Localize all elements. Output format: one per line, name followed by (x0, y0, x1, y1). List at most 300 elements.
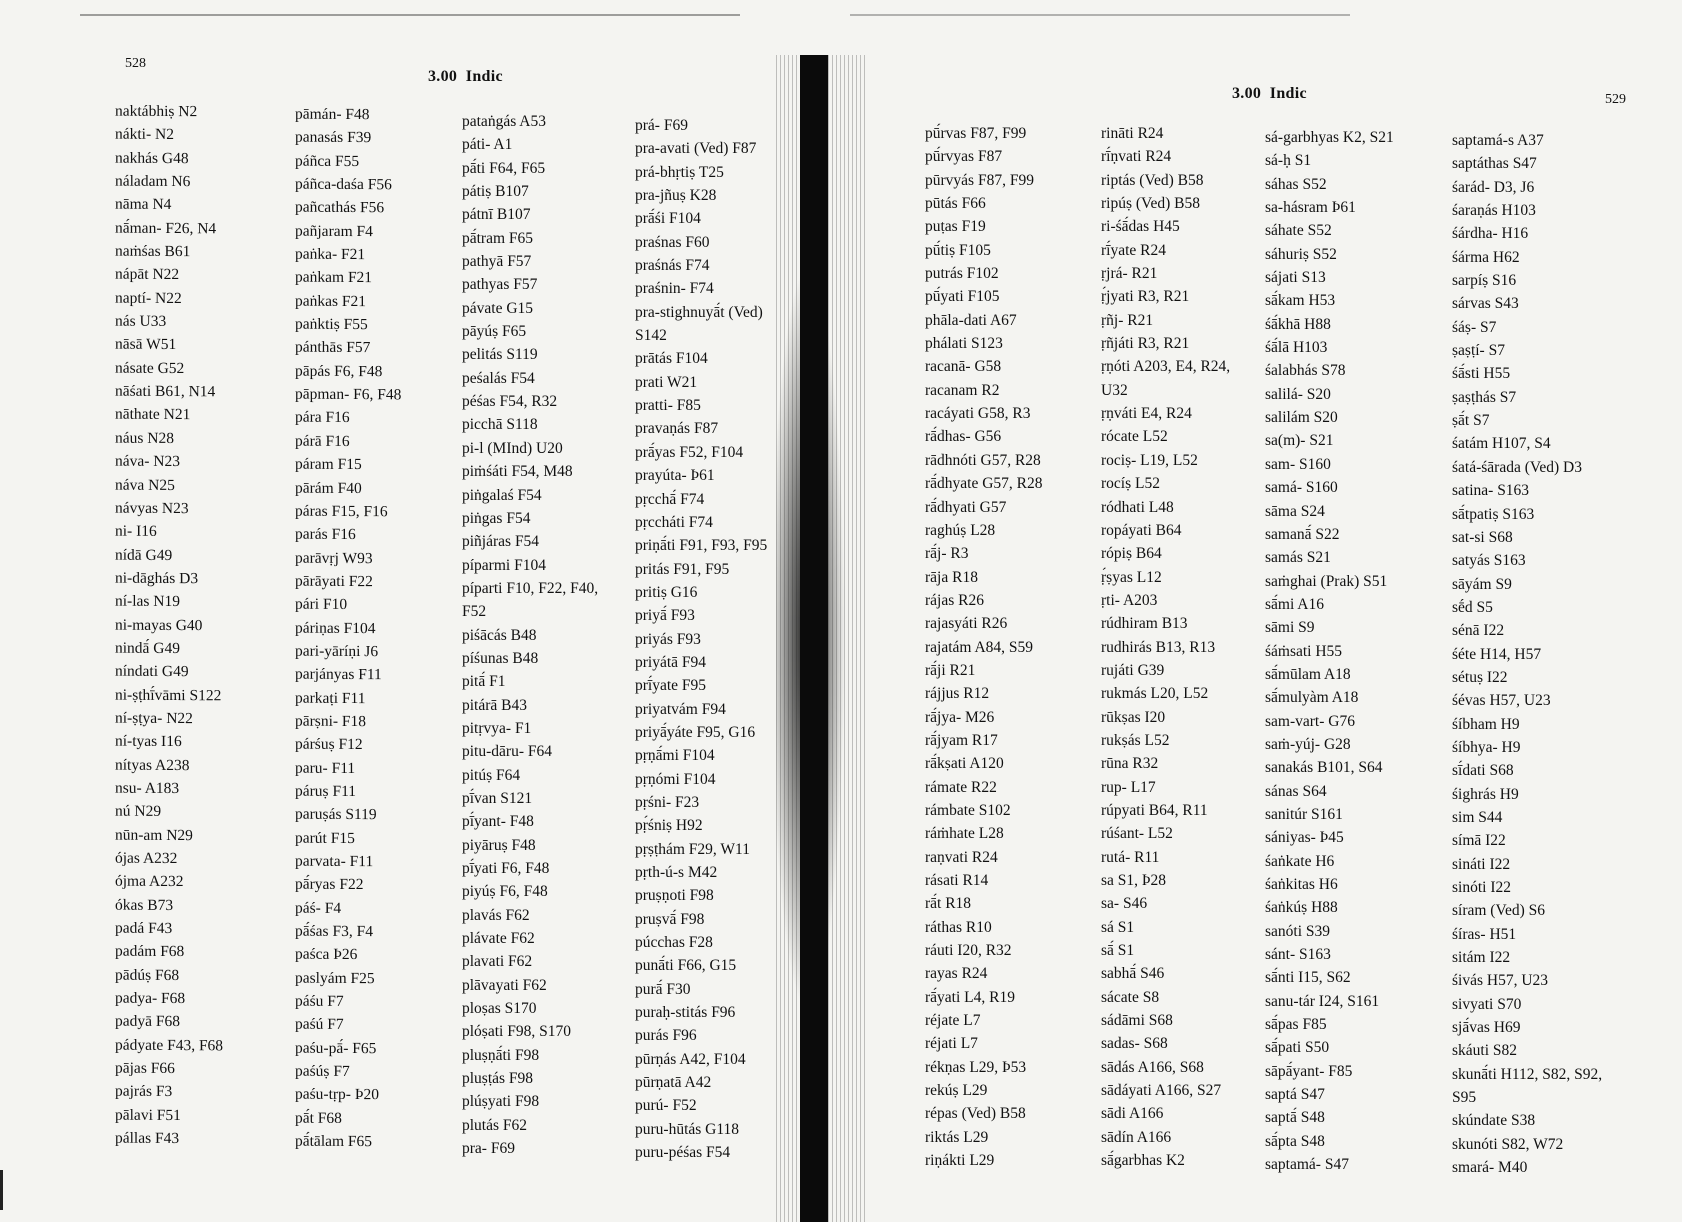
index-entry: pī́yant- F48 (462, 813, 534, 831)
index-entry: saptá S47 (1265, 1086, 1325, 1104)
index-entry: sanu-tár I24, S161 (1265, 992, 1380, 1010)
index-entry: púcchas F28 (635, 934, 713, 952)
index-entry: ni-ṣṭhī́vāmi S122 (115, 686, 222, 704)
index-entry: prá- F69 (635, 117, 688, 134)
index-entry: salilám S20 (1265, 409, 1338, 427)
index-entry: śivás H57, U23 (1452, 972, 1549, 990)
index-entry: pā́tram F65 (462, 229, 534, 247)
index-entry: satyás S163 (1452, 552, 1526, 570)
index-entry: plávate F62 (462, 930, 535, 948)
index-entry: pājas F66 (115, 1059, 175, 1078)
index-entry: plavás F62 (462, 906, 530, 924)
index-entry: prātás F104 (635, 350, 708, 368)
index-entry: priyā́ F93 (635, 607, 695, 625)
index-entry: sā́pas F85 (1265, 1016, 1327, 1034)
index-entry: nāsā W51 (115, 336, 177, 354)
index-entry: sāmi S9 (1265, 619, 1315, 637)
index-entry: ṛṇváti E4, R24 (1101, 405, 1192, 423)
index-entry: rayas R24 (925, 965, 988, 983)
index-entry: sániyas- Þ45 (1265, 829, 1344, 847)
index-entry: pitárā B43 (462, 696, 527, 714)
index-entry: skunóti S82, W72 (1452, 1135, 1564, 1153)
index-entry: rā́jyam R17 (925, 731, 998, 749)
index-entry: násate G52 (115, 359, 185, 377)
index-entry: parāvṛj W93 (295, 549, 373, 567)
index-entry: sā́tpatiṣ S163 (1452, 505, 1535, 523)
index-column-right-1 (925, 122, 1043, 1172)
index-entry: rajasyáti R26 (925, 615, 1008, 633)
index-entry: pataṅgás A53 (462, 113, 546, 130)
index-entry: prá-bhṛtiṣ T25 (635, 163, 724, 181)
index-entry: péśas F54, R32 (462, 393, 558, 411)
index-entry: pánthās F57 (295, 339, 371, 357)
index-entry: śighrás H9 (1452, 785, 1519, 803)
index-entry: rā́dhyate G57, R28 (925, 475, 1043, 493)
index-entry: sanitúr S161 (1265, 805, 1343, 823)
index-entry: pravaṇás F87 (635, 420, 719, 438)
index-entry: piṅgalaś F54 (462, 486, 542, 504)
index-entry: sárvas S43 (1452, 295, 1519, 313)
index-entry: pā́tālam F65 (295, 1132, 373, 1151)
index-entry: píparti F10, F22, F40, (462, 579, 599, 597)
index-entry: pūrṇatā A42 (635, 1074, 712, 1092)
index-entry: śaraṇás H103 (1452, 202, 1536, 220)
index-entry: pūrṇás A42, F104 (635, 1050, 746, 1068)
index-entry: salilá- S20 (1265, 385, 1331, 403)
running-head-right: 3.00 Indic (1232, 85, 1307, 102)
index-entry: śáṁsati H55 (1265, 642, 1343, 660)
index-entry: nákti- N2 (115, 125, 174, 144)
index-entry: sā́pati S50 (1265, 1039, 1330, 1057)
index-entry: pállas F43 (115, 1129, 180, 1148)
index-entry: peśalás F54 (462, 369, 535, 387)
index-entry: rutá- R11 (1101, 848, 1160, 866)
index-entry: piyúṣ F6, F48 (462, 883, 548, 901)
index-entry: riktás L29 (925, 1128, 989, 1146)
index-entry: rūkṣas I20 (1101, 708, 1166, 726)
page-number-right: 529 (1605, 92, 1626, 107)
index-entry: pṛṣṭhám F29, W11 (635, 840, 750, 858)
index-entry: nāma N4 (115, 195, 172, 214)
index-entry: pū́rvyas F87 (925, 148, 1003, 166)
index-entry: parkaṭi F11 (295, 689, 366, 707)
index-entry: S95 (1452, 1089, 1477, 1107)
index-column-right-4 (1452, 129, 1602, 1179)
index-entry: rā́yati L4, R19 (925, 988, 1015, 1006)
index-entry: sa S1, Þ28 (1101, 872, 1167, 889)
index-entry: pritás F91, F95 (635, 560, 730, 578)
index-entry: śatám H107, S4 (1452, 435, 1551, 453)
index-entry: sim S44 (1452, 808, 1503, 826)
index-entry: sáhuriṣ S52 (1265, 245, 1337, 263)
index-entry: náladam N6 (115, 172, 191, 191)
index-entry: nindā́ G49 (115, 639, 181, 657)
index-entry: ni-dāghás D3 (115, 569, 199, 588)
index-entry: sénā I22 (1452, 622, 1505, 640)
index-entry: ni-mayas G40 (115, 616, 203, 634)
index-entry: plavati F62 (462, 953, 533, 971)
index-entry: pā́śas F3, F4 (295, 922, 373, 941)
index-entry: paśu-tṛp- Þ20 (295, 1086, 379, 1104)
index-entry: sa-hásram Þ61 (1265, 199, 1356, 217)
index-entry: piṁśáti F54, M48 (462, 463, 573, 481)
index-entry: pathyā F57 (462, 253, 532, 271)
index-entry: śaṅkitas H6 (1265, 876, 1338, 893)
index-entry: pluṣṇā́ti F98 (462, 1046, 540, 1064)
index-entry: puru-péśas F54 (635, 1144, 731, 1162)
index-entry: nakhás G48 (115, 149, 189, 167)
running-head-left: 3.00 Indic (428, 68, 503, 85)
index-entry: riptás (Ved) B58 (1101, 171, 1204, 189)
index-entry: piñjáras F54 (462, 533, 540, 551)
index-entry: saṁ-yúj- G28 (1265, 735, 1351, 753)
index-entry: ṣā́t S7 (1452, 412, 1490, 430)
index-entry: pruṣṇoti F98 (635, 887, 714, 905)
index-entry: sá-ḥ S1 (1265, 152, 1312, 170)
index-entry: sánas S64 (1265, 782, 1327, 800)
index-entry: śā́khā H88 (1265, 315, 1331, 333)
index-entry: prī́yate F95 (635, 677, 707, 695)
index-entry: priṇā́ti F91, F93, F95 (635, 537, 768, 555)
index-entry: naktábhiṣ N2 (115, 102, 198, 121)
index-entry: sitám I22 (1452, 949, 1511, 967)
index-entry: rúpyati B64, R11 (1101, 801, 1208, 819)
index-entry: nāśati B61, N14 (115, 382, 216, 401)
index-entry: sā́mūlam A18 (1265, 665, 1351, 683)
index-entry: sadas- S68 (1101, 1035, 1168, 1053)
index-entry: purú- F52 (635, 1097, 697, 1115)
index-entry: níndati G49 (115, 662, 189, 681)
index-entry: nídā G49 (115, 546, 173, 564)
index-entry: paslyám F25 (295, 969, 375, 987)
index-entry: nú N29 (115, 802, 162, 821)
index-entry: símā I22 (1452, 832, 1506, 850)
index-entry: phāla-dati A67 (925, 311, 1017, 329)
index-entry: pṛccháti F74 (635, 513, 713, 531)
index-entry: pra- F69 (462, 1140, 515, 1158)
index-entry: sétuṣ I22 (1452, 668, 1508, 686)
index-entry: ṛti- A203 (1101, 591, 1158, 609)
index-entry: saṁghai (Prak) S51 (1265, 572, 1388, 590)
index-entry: puraḥ-stitás F96 (635, 1004, 736, 1022)
index-entry: pṛ́śniṣ H92 (635, 817, 703, 835)
index-entry: sinóti I22 (1452, 879, 1511, 896)
index-entry: pṛṇómi F104 (635, 770, 716, 788)
index-entry: ni- I16 (115, 522, 157, 541)
index-entry: rā́dhyati G57 (925, 498, 1007, 516)
index-column-right-3 (1265, 126, 1394, 1176)
index-entry: paṅktiṣ F55 (295, 315, 368, 334)
index-entry: samá- S160 (1265, 479, 1338, 497)
index-column-right-2 (1101, 122, 1230, 1172)
index-entry: śā́sti H55 (1452, 365, 1511, 383)
index-entry: ródhati L48 (1101, 498, 1174, 516)
index-entry: pruṣvā́ F98 (635, 910, 705, 928)
index-entry: sā́mi A16 (1265, 595, 1324, 613)
index-entry: saptamá- S47 (1265, 1156, 1349, 1174)
index-entry: priyatvám F94 (635, 700, 726, 718)
index-entry: saptamá-s A37 (1452, 132, 1544, 149)
index-entry: sácate S8 (1101, 988, 1160, 1006)
index-entry: plāvayati F62 (462, 976, 547, 994)
index-entry: sā́mulyàm A18 (1265, 689, 1359, 707)
index-entry: sáhas S52 (1265, 175, 1327, 193)
index-entry: puṭas F19 (925, 218, 986, 236)
index-entry: pāyúṣ F65 (462, 323, 527, 341)
index-entry: pā́t F68 (295, 1109, 342, 1127)
index-entry: sā́kam H53 (1265, 292, 1336, 310)
index-entry: rájas R26 (925, 591, 984, 609)
index-entry: smará- M40 (1452, 1159, 1528, 1177)
index-entry: padya- F68 (115, 989, 186, 1008)
index-entry: ṣaṣṭhás S7 (1452, 388, 1517, 406)
index-entry: pátiṣ B107 (462, 183, 529, 201)
index-entry: páñca-daśa F56 (295, 175, 392, 194)
index-entry: pritiṣ G16 (635, 583, 698, 601)
index-entry: ókas B73 (115, 896, 174, 914)
index-entry: sjā́vas H69 (1452, 1019, 1521, 1037)
index-entry: sáhate S52 (1265, 222, 1332, 240)
index-entry: pāpman- F6, F48 (295, 385, 402, 404)
index-entry: páriṇas F104 (295, 619, 376, 637)
index-entry: sá S1 (1101, 918, 1135, 936)
index-entry: párśuṣ F12 (295, 735, 363, 754)
index-entry: sánt- S163 (1265, 946, 1331, 964)
index-entry: paśca Þ26 (295, 946, 358, 964)
index-entry: sivyati S70 (1452, 995, 1522, 1013)
index-entry: padá F43 (115, 919, 173, 938)
index-entry: paṅkam F21 (295, 269, 373, 287)
index-entry: nápāt N22 (115, 266, 180, 284)
index-entry: náva N25 (115, 476, 175, 494)
index-entry: śárdha- H16 (1452, 225, 1529, 243)
index-entry: rādhnóti G57, R28 (925, 451, 1041, 469)
index-entry: pathyas F57 (462, 276, 538, 294)
index-entry: rā́j- R3 (925, 545, 969, 563)
index-entry: piśācás B48 (462, 626, 537, 644)
index-entry: ploṣas S170 (462, 1000, 537, 1018)
index-entry: parjányas F11 (295, 665, 382, 684)
index-entry: réjati L7 (925, 1035, 978, 1053)
index-entry: ráuti I20, R32 (925, 942, 1012, 960)
index-column-left-4 (635, 114, 767, 1164)
index-entry: puru-hūtás G118 (635, 1120, 740, 1138)
book-gutter-core (800, 55, 828, 1222)
index-entry: punā́ti F66, G15 (635, 957, 737, 975)
index-entry: priyā́yáte F95, G16 (635, 723, 756, 741)
index-entry: sāyám S9 (1452, 575, 1512, 593)
index-entry: śalabhás S78 (1265, 362, 1346, 380)
index-entry: sináti I22 (1452, 855, 1511, 873)
index-entry: pārṣni- F18 (295, 712, 367, 731)
index-entry: praśnás F74 (635, 257, 710, 275)
index-entry: śévas H57, U23 (1452, 692, 1551, 710)
index-entry: ṛñj- R21 (1101, 311, 1154, 329)
index-entry: rāja R18 (925, 568, 978, 586)
index-entry: pī́van S121 (462, 789, 533, 807)
index-entry: pitṛvya- F1 (462, 719, 532, 737)
index-entry: pára F16 (295, 409, 350, 427)
index-entry: plutás F62 (462, 1116, 528, 1134)
index-entry: sādáyati A166, S27 (1101, 1082, 1222, 1100)
index-entry: pī́yati F6, F48 (462, 860, 550, 877)
index-entry: pari-yāríṇi J6 (295, 642, 379, 661)
index-entry: pitúṣ F64 (462, 766, 521, 784)
index-entry: prati W21 (635, 373, 698, 391)
index-entry: sá-garbhyas K2, S21 (1265, 129, 1394, 146)
index-entry: píśunas B48 (462, 649, 539, 667)
index-entry: pārāyati F22 (295, 572, 373, 591)
index-entry: plúṣyati F98 (462, 1093, 540, 1111)
index-entry: raṇvati R24 (925, 848, 998, 866)
index-entry: śā́lā H103 (1265, 339, 1328, 357)
index-entry: rámbate S102 (925, 801, 1011, 819)
index-entry: śatá-śārada (Ved) D3 (1452, 458, 1582, 476)
index-entry: panasás F39 (295, 128, 372, 147)
index-entry: saptáthas S47 (1452, 155, 1537, 173)
index-entry: rī́ṇvati R24 (1101, 148, 1172, 166)
index-entry: réjate L7 (925, 1012, 981, 1030)
index-entry: skunā́ti H112, S82, S92, (1452, 1065, 1603, 1083)
index-entry: rócate L52 (1101, 428, 1168, 446)
index-entry: páti- A1 (462, 136, 513, 154)
index-entry: purā́ F30 (635, 980, 691, 998)
right-page (835, 0, 1682, 1222)
index-entry: pávate G15 (462, 299, 534, 317)
index-entry: śárma H62 (1452, 248, 1520, 266)
index-entry: ní-ṣṭya- N22 (115, 709, 193, 728)
index-entry: praśnin- F74 (635, 280, 714, 298)
index-entry: rúdhiram B13 (1101, 615, 1188, 633)
index-entry: pū́rvas F87, F99 (925, 125, 1027, 142)
index-entry: ṛ́jyati R3, R21 (1101, 288, 1190, 306)
index-entry: ripúṣ (Ved) B58 (1101, 195, 1201, 213)
index-entry: S142 (635, 327, 667, 345)
index-entry: rup- L17 (1101, 778, 1156, 796)
index-entry: rā́ji R21 (925, 661, 976, 679)
index-entry: pratti- F85 (635, 397, 701, 415)
index-entry: sāma S24 (1265, 502, 1325, 520)
index-entry: pādúṣ F68 (115, 966, 180, 984)
index-entry: paru- F11 (295, 759, 356, 777)
index-entry: ṣaṣṭí- S7 (1452, 342, 1505, 360)
index-entry: pañcathás F56 (295, 199, 385, 217)
index-entry: pṛśni- F23 (635, 793, 700, 811)
index-entry: rocíṣ L52 (1101, 475, 1160, 493)
index-entry: sādi A166 (1101, 1105, 1164, 1123)
index-entry: śáṣ- S7 (1452, 318, 1497, 336)
index-entry: ri-śā́das H45 (1101, 218, 1180, 236)
index-entry: ní-tyas I16 (115, 732, 182, 751)
index-entry: piyāruṣ F48 (462, 836, 536, 854)
index-entry: pū́yati F105 (925, 288, 1000, 306)
index-entry: párā F16 (295, 432, 350, 450)
index-entry: pañjaram F4 (295, 222, 373, 240)
index-entry: naptí- N22 (115, 289, 182, 307)
index-entry: paṅka- F21 (295, 245, 366, 264)
index-entry: sanakás B101, S64 (1265, 759, 1383, 777)
index-entry: pátnī B107 (462, 206, 531, 224)
index-entry: U32 (1101, 381, 1128, 399)
index-entry: sā́nti I15, S62 (1265, 969, 1351, 987)
index-entry: sādín A166 (1101, 1128, 1172, 1146)
index-entry: naṁśas B61 (115, 242, 191, 261)
index-entry: śaṅkate H6 (1265, 852, 1335, 870)
index-entry: pra-jñuṣ K28 (635, 187, 717, 205)
index-entry: putrás F102 (925, 265, 999, 283)
index-entry: prayúta- Þ61 (635, 467, 715, 485)
index-entry: nūn-am N29 (115, 826, 193, 844)
index-entry: rópiṣ B64 (1101, 545, 1162, 563)
index-entry: ní-las N19 (115, 592, 181, 611)
index-entry: répas (Ved) B58 (925, 1105, 1026, 1123)
index-entry: racáyati G58, R3 (925, 405, 1031, 423)
index-entry: pṛcchā́ F74 (635, 490, 705, 508)
index-entry: rúśant- L52 (1101, 825, 1173, 843)
index-entry: prā́yas F52, F104 (635, 443, 744, 461)
index-entry: ṛ́ṣyas L12 (1101, 568, 1162, 586)
index-entry: pári F10 (295, 595, 348, 614)
index-entry: pṛṇā́mi F104 (635, 747, 715, 765)
index-entry: rā́dhas- G56 (925, 428, 1002, 446)
index-entry: śíbham H9 (1452, 715, 1520, 733)
index-entry: sam- S160 (1265, 455, 1331, 473)
index-entry: samanā́ S22 (1265, 525, 1340, 543)
index-entry: náus N28 (115, 429, 174, 447)
index-entry: sam-vart- G76 (1265, 712, 1355, 730)
index-entry: paśu-pā́- F65 (295, 1039, 377, 1057)
index-entry: páñca F55 (295, 152, 360, 170)
index-entry: pi-l (MInd) U20 (462, 439, 563, 457)
index-entry: pajrás F3 (115, 1083, 173, 1101)
page-number-left: 528 (125, 56, 146, 71)
left-page (0, 0, 835, 1222)
index-entry: rujáti G39 (1101, 661, 1165, 679)
index-entry: sabhā́ S46 (1101, 965, 1165, 983)
index-entry: nás U33 (115, 312, 167, 331)
index-entry: páram F15 (295, 455, 362, 474)
index-entry: rā́jya- M26 (925, 708, 995, 726)
index-entry: rájjus R12 (925, 685, 990, 703)
index-entry: sat-si S68 (1452, 528, 1513, 546)
index-entry: śíras- H51 (1452, 925, 1517, 943)
index-entry: racanam R2 (925, 381, 1000, 399)
index-entry: nā́man- F26, N4 (115, 219, 217, 238)
index-entry: sādás A166, S68 (1101, 1058, 1204, 1076)
index-entry: pā́ti F64, F65 (462, 159, 546, 177)
index-entry: riṇákti L29 (925, 1152, 995, 1170)
index-entry: páś- F4 (295, 899, 342, 917)
index-entry: píparmi F104 (462, 556, 546, 574)
index-entry: phálati S123 (925, 335, 1003, 353)
index-entry: praśnas F60 (635, 233, 710, 251)
index-entry: rī́yate R24 (1101, 241, 1166, 259)
index-entry: paṅkas F21 (295, 292, 367, 310)
index-entry: sā́garbhas K2 (1101, 1152, 1185, 1170)
index-entry: śéte H14, H57 (1452, 645, 1542, 663)
index-entry: ropáyati B64 (1101, 521, 1182, 539)
index-entry: paśúṣ F7 (295, 1062, 350, 1081)
index-entry: paśú F7 (295, 1016, 344, 1034)
index-entry: priyátā F94 (635, 653, 707, 671)
index-entry: pārám F40 (295, 479, 362, 497)
index-entry: sa(m)- S21 (1265, 432, 1334, 450)
index-entry: sḗd S5 (1452, 598, 1493, 616)
index-entry: purás F96 (635, 1027, 697, 1045)
index-entry: pāpás F6, F48 (295, 362, 383, 381)
index-entry: śíbhya- H9 (1452, 738, 1521, 756)
index-entry: sa- S46 (1101, 895, 1148, 913)
